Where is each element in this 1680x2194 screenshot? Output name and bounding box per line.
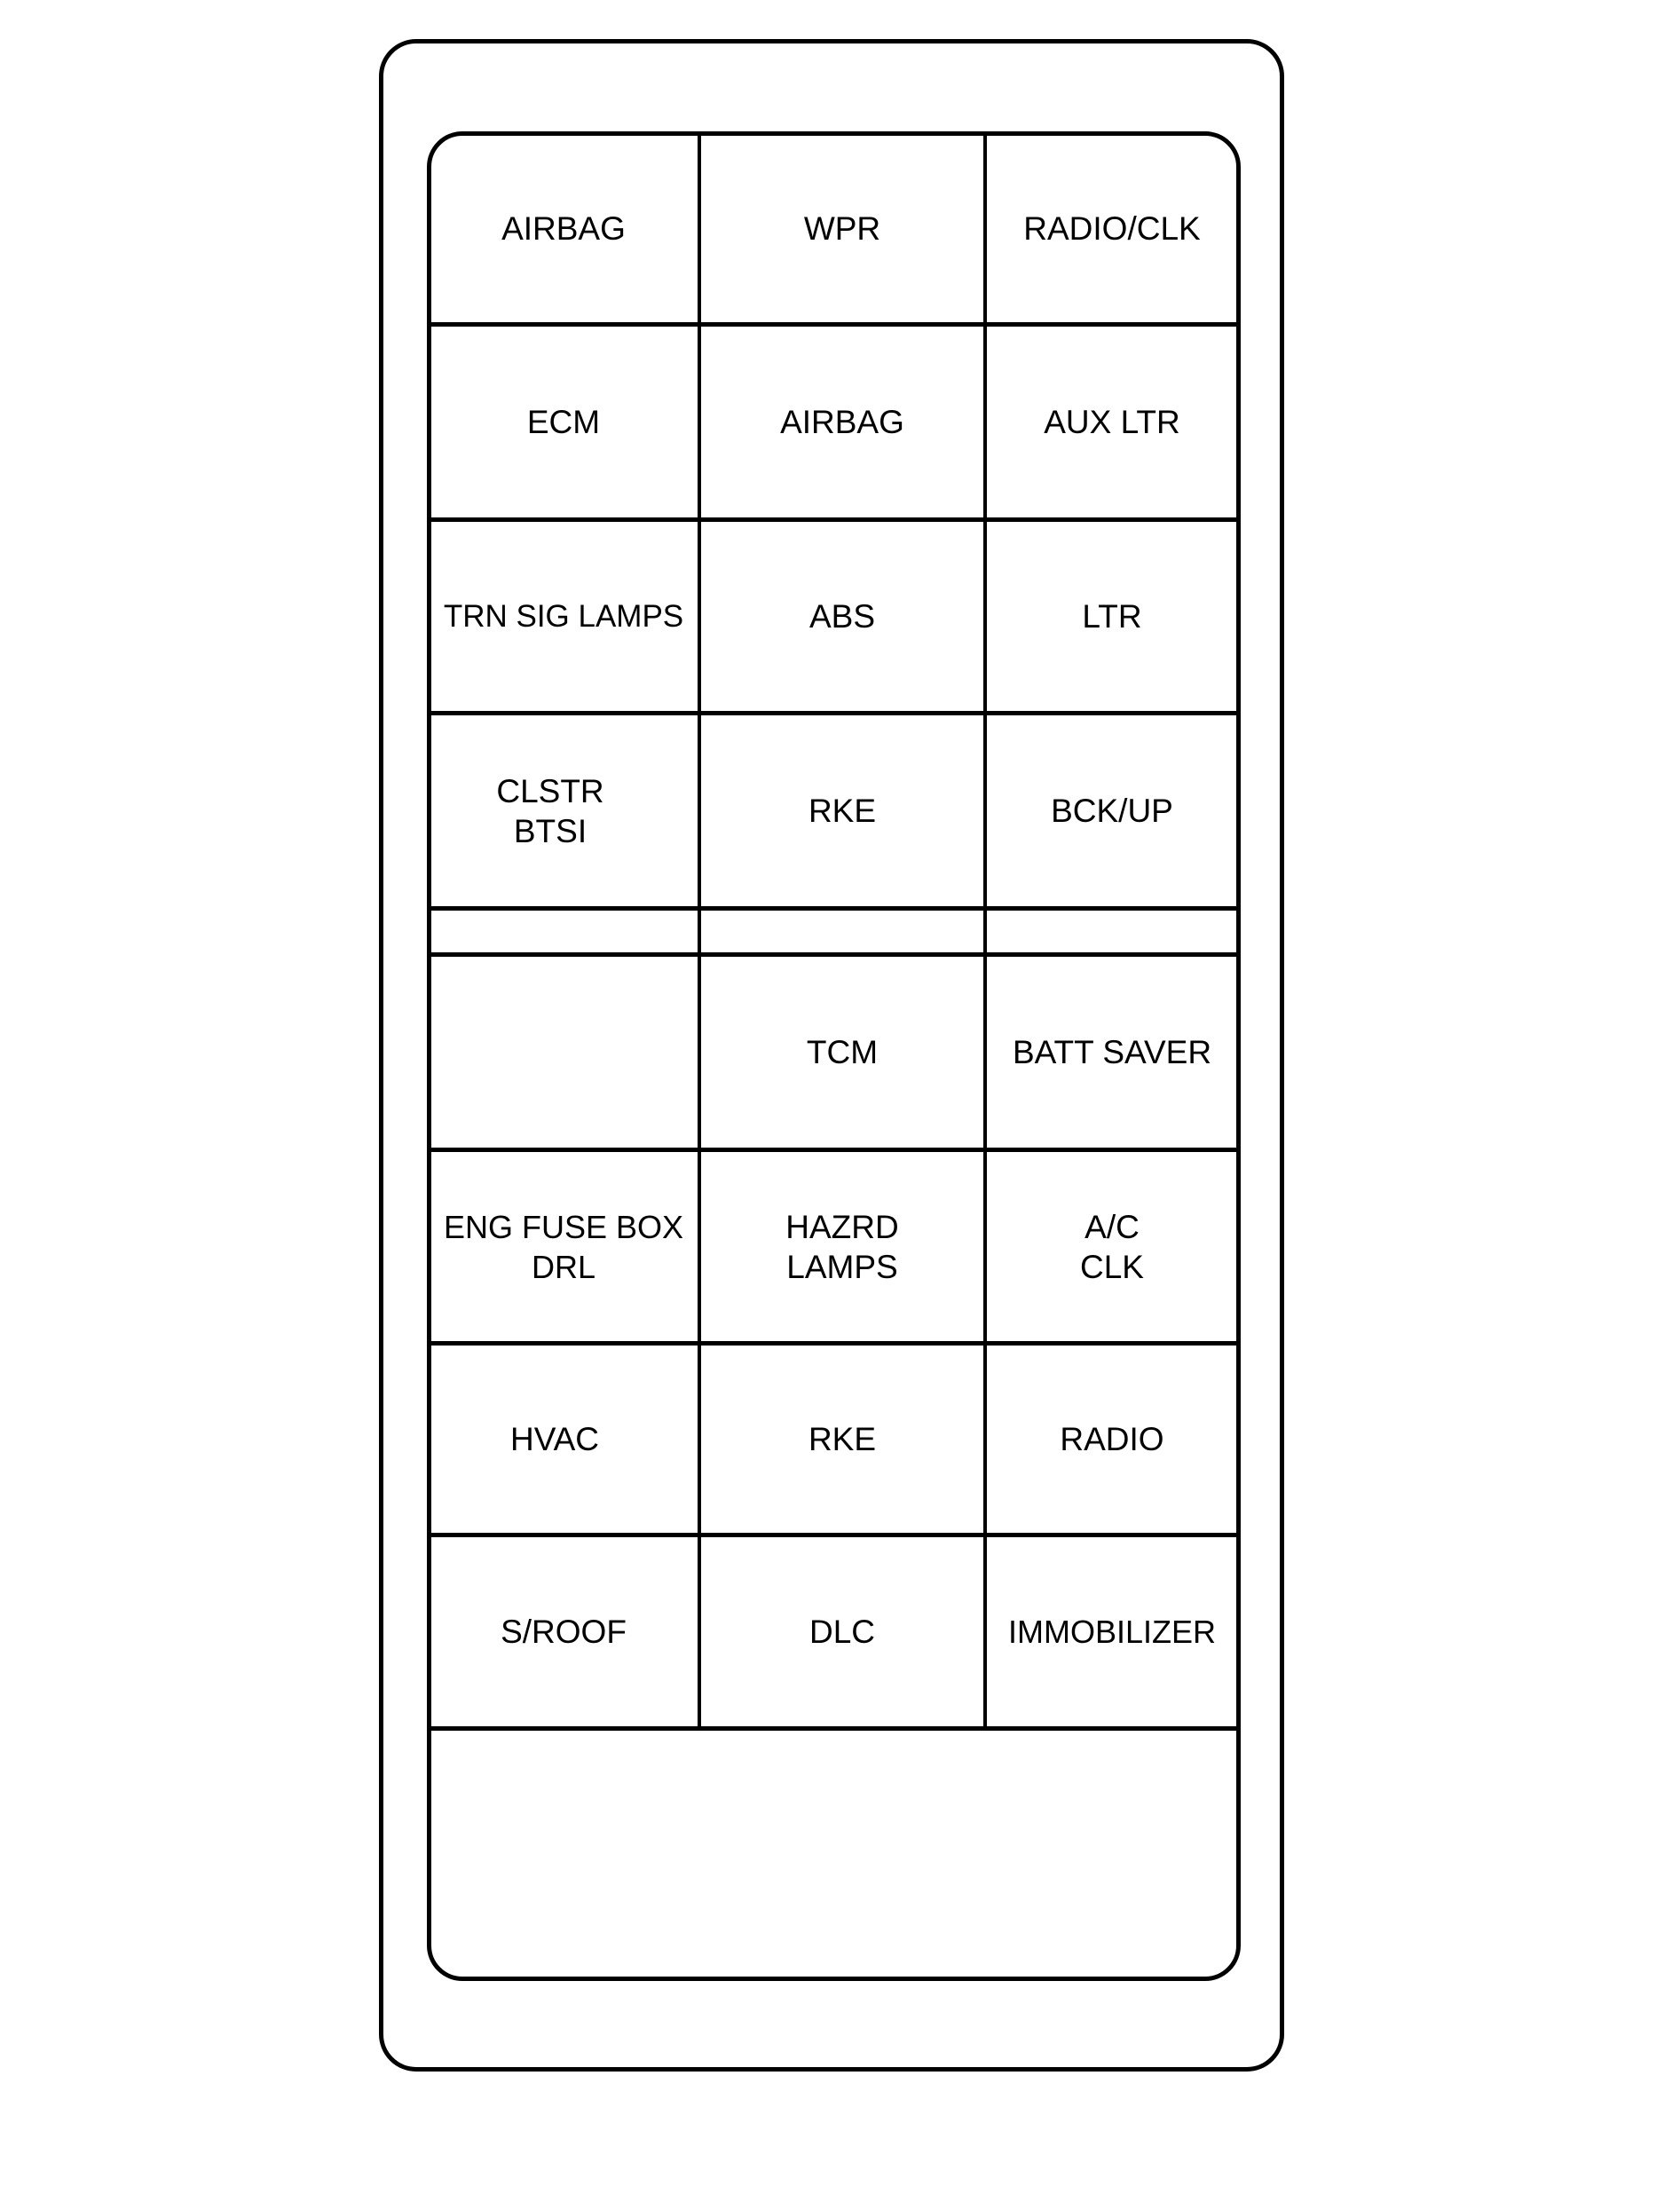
fuse-cell: CLSTR BTSI bbox=[496, 772, 604, 849]
fuse-cell: ECM bbox=[526, 404, 601, 440]
fuse-cell: AIRBAG bbox=[501, 209, 626, 247]
fuse-cell: AUX LTR bbox=[1044, 404, 1180, 440]
fuse-cell: RKE bbox=[808, 1421, 877, 1457]
row-divider bbox=[430, 906, 1237, 911]
fuse-cell: BCK/UP bbox=[1051, 793, 1173, 829]
fuse-cell: RADIO/CLK bbox=[1023, 209, 1201, 247]
fuse-cell: IMMOBILIZER bbox=[1007, 1614, 1217, 1650]
fuse-cell: HVAC bbox=[509, 1421, 600, 1457]
fuse-cell: RKE bbox=[808, 793, 877, 829]
row-divider bbox=[430, 1726, 1237, 1731]
fuse-cell: TRN SIG LAMPS bbox=[443, 599, 684, 634]
fuse-cell: RADIO bbox=[1060, 1421, 1164, 1457]
fuse-cell: BATT SAVER bbox=[1012, 1034, 1212, 1070]
fuse-cell: DLC bbox=[808, 1614, 876, 1650]
fuse-cell: S/ROOF bbox=[501, 1614, 627, 1650]
fuse-cell: ABS bbox=[808, 598, 876, 635]
fuse-cell: WPR bbox=[803, 209, 881, 247]
fuse-cell: AIRBAG bbox=[780, 404, 904, 440]
fuse-cell: TCM bbox=[806, 1034, 879, 1070]
fuse-cell: A/C CLK bbox=[1080, 1208, 1144, 1285]
fuse-cell-empty bbox=[430, 957, 698, 1148]
fuse-cell: LTR bbox=[1082, 598, 1142, 635]
fuse-cell: HAZRD LAMPS bbox=[785, 1208, 899, 1285]
fuse-cell: ENG FUSE BOX DRL bbox=[443, 1208, 684, 1285]
